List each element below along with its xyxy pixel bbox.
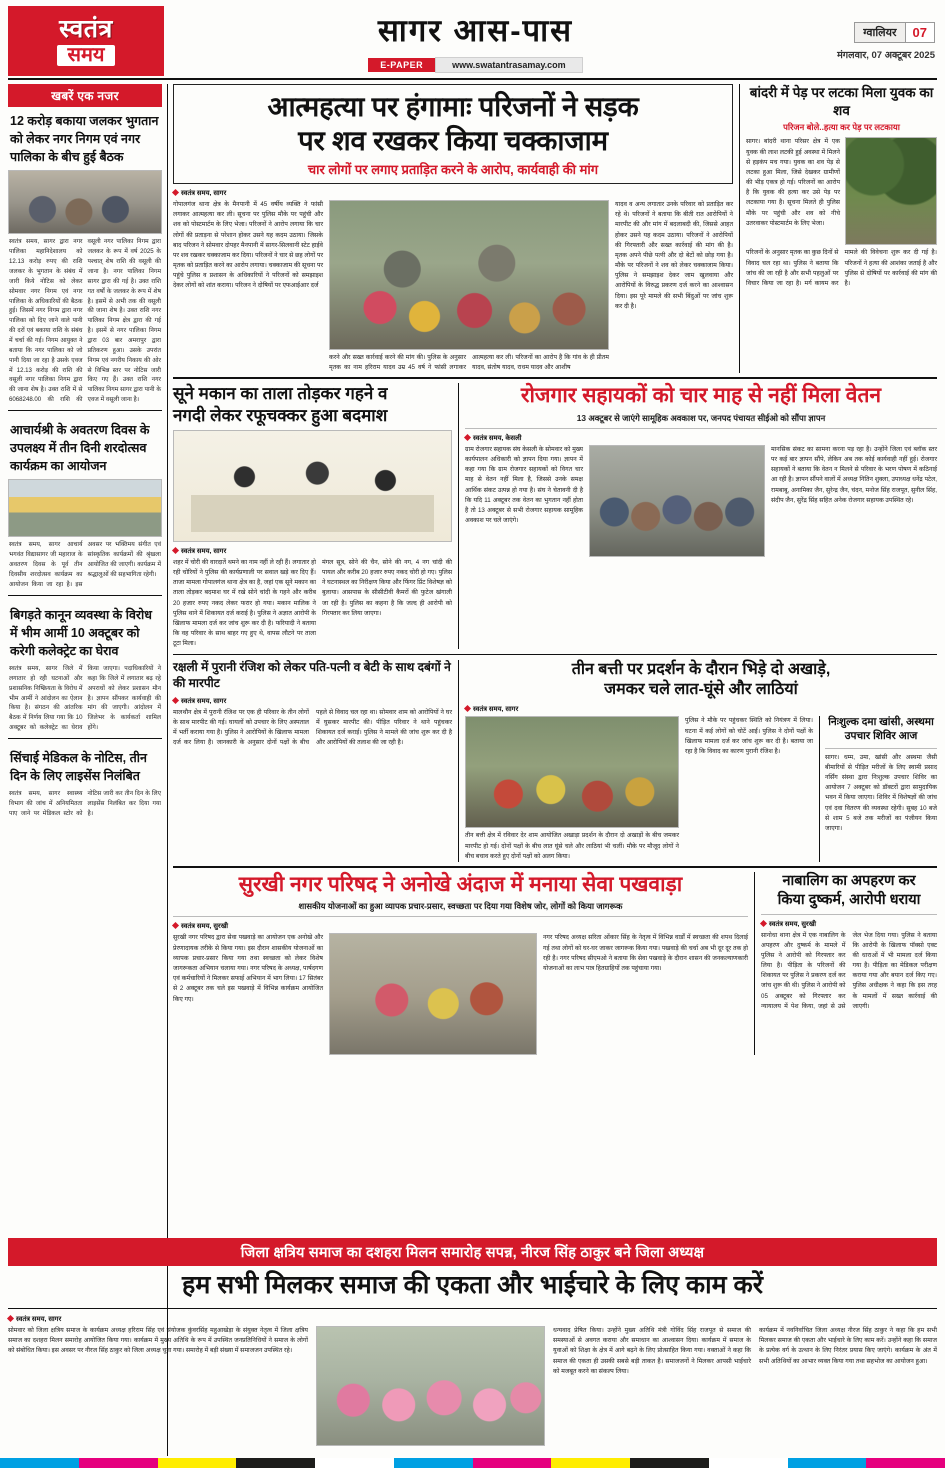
ranjish-headline: रक्षली में पुरानी रंजिश को लेकर पति-पत्नी व बेटी के साथ दबंगों ने की मारपीट — [173, 660, 451, 690]
lead-col-3: यादव व अन्य लगातार उनके परिवार को प्रताड़ित कर रहे थे। परिजनों ने बताया कि बीती रात आरोपियों ने मारपीट की और मांग में बदलाबदी की, जिससे आहत होकर उसने यह कदम उठाया। परिजनों ने आरोपियों की गिरफ्तारी और सख्त कार्रवाई की मांग की है। मृतक अपने पीछे पत्नी और दो बेटों को छोड़ गया है। मौके पर परिजनों ने शव को लेकर चक्काजाम किया। पुलिस ने समझाइश देकर जाम खुलवाया और आरोपियों के विरुद्ध प्रकरण दर्ज करने का आश्वासन दिया। इस पूरे मामले की सभी बिंदुओं पर जांच शुरू कर दी है। — [615, 200, 733, 310]
surkhi-col-1: सुरखी नगर परिषद द्वारा सेवा पखवाड़े का आयोजन एक अनोखे और प्रेरणादायक तरीके से किया गया। इस दौरान शासकीय योजनाओं का व्यापक प्रचार-प्रसार किया गया तथा स्वच्छता को लेकर विशेष जागरूकता अभियान चलाया गया। नगर परिषद के अध्यक्ष, पार्षदगण एवं कर्मचारियों ने मिलकर सफाई अभियान में भाग लिया। 17 सितंबर से 2 अक्टूबर तक चले इस पखवाड़े में विभिन्न कार्यक्रम आयोजित किए गए। — [173, 934, 323, 1003]
theft-story[interactable] — [173, 383, 459, 649]
sidebar-item-0-title: 12 करोड़ बकाया जलकर भुगतान को लेकर नगर निगम एवं नगर पालिका के बीच हुई बैठक — [10, 114, 159, 165]
rojgar-byline: स्वतंत्र समय, केसली — [465, 433, 937, 442]
masthead — [8, 6, 937, 80]
logo-line-1: स्वतंत्र — [59, 14, 113, 43]
bottom-col-1: सोमवार को जिला क्षत्रिय समाज के कार्यक्रम अध्यक्ष हरिराम सिंह एवं संयोजक कुंवरसिंह महुआखेड़ा के संयुक्त नेतृत्व में जिला क्षत्रिय समाज का दशहरा मिलन समारोह आयोजित किया गया। कार्यक्रम में मुख्य अतिथि के रूप में उपस्थित जनप्रतिनिधियों ने समाज के लोगों को संबोधित किया। इस अवसर पर नीरज सिंह ठाकुर को जिला अध्यक्ष चुना गया। समारोह में बड़ी संख्या में समाजजन उपस्थित रहे। — [8, 1327, 308, 1355]
health-camp-body: सागर। धम्म, उमा, खांसी और अस्थमा जैसी बीमारियों से पीड़ित मरीजों के लिए स्वामी प्रसाद नर्सिंग संस्था द्वारा निःशुल्क उपचार शिविर का आयोजन 7 अक्टूबर को डॉक्टरों द्वारा सामुदायिक भवन में किया जाएगा। शिविर में विशेषज्ञों की जांच एवं दवा वितरण की व्यवस्था रहेगी। सुबह 10 बजे से शाम 5 बजे तक मरीजों का पंजीयन किया जाएगा। — [825, 753, 937, 832]
sidebar-item-3-title: सिंचाई मेडिकल के नोटिस, तीन दिन के लिए लाइसेंस निलंबित — [10, 751, 147, 784]
teen-batti-byline: स्वतंत्र समय, सागर — [465, 704, 937, 713]
edition-date: मंगलवार, 07 अक्टूबर 2025 — [837, 49, 935, 61]
sidebar-item-3-body: स्वतंत्र समय, सागर स्वास्थ्य विभाग की जांच में अनियमितता पाए जाने पर मेडिकल स्टोर को नोटिस जारी कर तीन दिन के लिए लाइसेंस निलंबित कर दिया गया है। — [9, 790, 161, 818]
theft-col-1: शहर में चोरी की वारदातें थमने का नाम नहीं ले रही हैं। लगातार हो रही चोरियों ने पुलिस की कार्यप्रणाली पर सवाल खड़े कर दिए हैं। ताजा मामला गोपालगंज थाना क्षेत्र का है, जहां एक सूने मकान का ताला तोड़कर बदमाश घर में रखे सोने चांदी के गहने और करीब 20 हजार रुपए नकद लेकर फरार हो गया। मकान मालिक ने पुलिस थाने में शिकायत दर्ज कराई है। पुलिस ने अज्ञात आरोपी के खिलाफ मामला दर्ज कर जांच शुरू कर दी है। फरियादी ने बताया कि वह परिवार के साथ बाहर गए हुए थे, वापस लौटने पर ताला टूटा मिला। — [173, 558, 316, 648]
sidebar-item-0-body: स्वतंत्र समय, सागर द्वारा नगर पालिका महानिदेशालय को 12.13 करोड़ रुपए की राशि जलकर के भुगतान के संबंध में जारी किये नोटिस को लेकर सोमवार नगर निगम एवं नगर पालिका के अधिकारियों की बैठक हुई। जिसमें नगर निगम द्वारा नगर पालिका को दिए जाने वाले पानी की दरों एवं बकाया राशि के संबंध में चर्चा की गई। निगम आयुक्त ने बताया कि नगर पालिका को जो पानी दिया जा रहा है उसके एवज में 12.13 करोड़ की राशि की वसूली नगर पालिका निगम द्वारा की जाना शेष है। उक्त राशि में से 6068248.00 की राशि की वसूली नगर पालिका निगम द्वारा जलकर के रूप में वर्ष 2025 के पश्चात् शेष राशि की वसूली की जाना है। नगर पालिका निगम सागर द्वारा की गई है। उक्त राशि गत वर्षों के जलकर के रूप में शेष है। इसमें से अभी तक की वसूली की जाना शेष है। उक्त राशि नगर पालिका निगम क्षेत्र द्वारा की गई है। इसमें से नगर पालिका निगम द्वारा 03 बार अमरापुर द्वारा प्रतिकरण हुआ। उसके उपरांत निगम एवं नगरीय निकाय की ओर से विभिन्न स्तर पर नोटिस जारी किए गए हैं। उक्त राशि नगर पालिका निगम सागर द्वारा पानी के एवज में वसूली जाना है। — [9, 238, 161, 404]
bottom-headline: हम सभी मिलकर समाज की एकता और भाईचारे के लिए काम करें — [182, 1270, 763, 1299]
teen-batti-col-2: पुलिस ने मौके पर पहुंचकर स्थिति को नियंत्रण में लिया। घटना में कई लोगों को चोटें आईं। पुलिस ने दोनों पक्षों के खिलाफ मामला दर्ज कर जांच शुरू कर दी है। बताया जा रहा है कि विवाद का कारण पुरानी रंजिश है। — [685, 717, 813, 755]
surkhi-col-2: नगर परिषद अध्यक्ष सरिता ओंकार सिंह के नेतृत्व में विभिन्न वार्डों में स्वच्छता की शपथ दिलाई गई तथा लोगों को घर-घर जाकर जागरूक किया गया। पखवाड़े की चर्चा अब भी दूर दूर तक हो रही है। नगर परिषद सीएमओ ने बताया कि सेवा पखवाड़े के दौरान शासन की जनकल्याणकारी योजनाओं का लाभ पात्र हितग्राहियों तक पहुंचाया गया। — [543, 934, 748, 972]
edition-badge — [854, 22, 935, 43]
bottom-col-3: कार्यक्रम में नवनिर्वाचित जिला अध्यक्ष नीरज सिंह ठाकुर ने कहा कि हम सभी मिलकर समाज की एकता और भाईचारे के लिए काम करें। उन्होंने कहा कि समाज के प्रत्येक वर्ग के उत्थान के लिए निरंतर प्रयास किए जाएंगे। कार्यक्रम के अंत में सभी अतिथियों का आभार व्यक्त किया गया तथा सहभोज का आयोजन हुआ। — [759, 1327, 937, 1365]
rojgar-block — [465, 383, 937, 649]
rojgar-col-1: ग्राम रोजगार सहायक संघ केसली के सोमवार को मुख्य कार्यपालन अधिकारी को ज्ञापन दिया गया। ज्ञापन में कहा गया कि ग्राम रोजगार सहायकों को विगत चार माह से वेतन नहीं मिला है, जिससे उनके समक्ष आर्थिक संकट उत्पन्न हो गया है। संघ ने चेतावनी दी है कि यदि 11 अक्टूबर तक वेतन का भुगतान नहीं होता है तो 13 अक्टूबर से सभी रोजगार सहायक सामूहिक अवकाश पर चले जाएंगे। — [465, 445, 583, 525]
bottom-byline: स्वतंत्र समय, सागर — [8, 1314, 937, 1323]
rojgar-col-2: मानसिक संकट का सामना करना पड़ रहा है। उन्होंने जिला एवं ब्लॉक स्तर पर कई बार ज्ञापन सौंपे, लेकिन अब तक कोई कार्यवाही नहीं हुई। रोजगार सहायकों ने बताया कि वेतन न मिलने से परिवार के भरण पोषण में कठिनाई आ रही है। ज्ञापन सौंपने वालों में अध्यक्ष नितिन शुक्ला, उपाध्यक्ष धनेंद्र पटेल, रामबाबू, अनामिका जैन, सुरेन्द्र जैन, चंदन, मनोज सिंह राजपूत, सुनील सिंह, संदीप जैन, सुरेंद्र सिंह सहित अनेक रोजगार सहायक उपस्थित रहे। — [771, 445, 937, 504]
cleanliness-drive-photo — [329, 933, 537, 1055]
sidebar-item-1-title: आचार्यश्री के अवतरण दिवस के उपलक्ष्य में तीन दिनी शरदोत्सव कार्यक्रम का आयोजन — [10, 422, 150, 474]
surkhi-byline: स्वतंत्र समय, सुरखी — [173, 921, 748, 930]
third-row — [173, 660, 937, 862]
nabalig-headline-line-2: किया दुष्कर्म, आरोपी धराया — [777, 891, 921, 908]
rojgar-group-photo — [589, 445, 765, 557]
lead-subheadline: चार लोगों पर लगाए प्रताड़ित करने के आरोप, कार्यवाही की मांग — [307, 162, 599, 178]
lead-byline: स्वतंत्र समय, सागर — [173, 188, 733, 197]
bus-photo — [8, 479, 162, 537]
rally-clash-photo — [465, 716, 679, 828]
teen-batti-story[interactable] — [465, 660, 937, 862]
nabalig-body: सानोधा थाना क्षेत्र में एक नाबालिग के अपहरण और दुष्कर्म के मामले में पुलिस ने आरोपी को गिरफ्तार कर लिया है। पीड़िता के परिजनों की शिकायत पर पुलिस ने प्रकरण दर्ज कर जांच शुरू की थी। पुलिस ने आरोपी को 05 अक्टूबर को गिरफ्तार कर न्यायालय में पेश किया, जहां से उसे जेल भेज दिया गया। पुलिस ने बताया कि आरोपी के खिलाफ पॉक्सो एक्ट की धाराओं में भी मामला दर्ज किया गया है। पीड़िता का मेडिकल परीक्षण कराया गया और बयान दर्ज किए गए। पुलिस अधीक्षक ने कहा कि इस तरह के मामलों में सख्त कार्रवाई की जाएगी। — [761, 931, 937, 1010]
top-right-subheadline: परिजन बोले..हत्या कर पेड़ पर लटकाया — [783, 122, 900, 133]
bottom-section — [8, 1238, 937, 1446]
rojgar-headline: रोजगार सहायकों को चार माह से नहीं मिला वेतन — [520, 384, 882, 408]
top-right-col-2: परिजनों के अनुसार मृतक का कुछ दिनों से विवाद चल रहा था। पुलिस ने बताया कि जांच की जा रही है और सभी पहलुओं पर विचार किया जा रहा है। मर्ग कायम कर मामले की विवेचना शुरू कर दी गई है। परिजनों ने हत्या की आशंका जताई है और पुलिस से दोषियों पर कार्रवाई की मांग की है। — [746, 249, 937, 287]
surkhi-subheadline: शासकीय योजनाओं का हुआ व्यापक प्रचार-प्रसार, स्वच्छता पर दिया गया विशेष जोर, लोगों को किया जागरूक — [298, 901, 623, 912]
sidebar-item-2[interactable] — [8, 601, 162, 733]
theft-col-2: मंगल सूत्र, सोने की चैन, सोने की नग, 4 नग चांदी की पायल और करीब 20 हजार रुपए नकद चोरी हो गए। पुलिस ने घटनास्थल का निरीक्षण किया और फिंगर प्रिंट विशेषज्ञ को बुलाया। आसपास के सीसीटीवी कैमरों की फुटेज खंगाली जा रही है। पुलिस का कहना है कि जल्द ही आरोपी को गिरफ्तार कर लिया जाएगा। — [322, 558, 452, 617]
lead-story[interactable] — [173, 84, 733, 373]
logo-line-2: समय — [57, 45, 114, 66]
teen-batti-headline-line-2: जमकर चले लात-घूंसे और लाठियां — [604, 681, 798, 699]
top-right-col-1: सागर। बांदरी थाना परिसर क्षेत्र में एक युवक की लाश लटकी हुई अवस्था में मिलने से हड़कंप मच गया। युवक का शव पेड़ से लटका हुआ मिला, जिसे देखकर ग्रामीणों की भीड़ एकत्र हो गई। परिजनों का आरोप है कि युवक की हत्या कर उसे पेड़ पर लटकाया गया है। सूचना मिलते ही पुलिस मौके पर पहुंची और शव को नीचे उतरवाकर पोस्टमार्टम के लिए भेजा। — [746, 138, 840, 227]
sidebar-item-1-body: स्वतंत्र समय, सागर आचार्य भगवंत विद्यासागर जी महाराज के अवतरण दिवस के पूर्व तीन दिवसीय शरदोत्सव कार्यक्रम का आयोजन किया जा रहा है। इस अवसर पर भक्तिमय संगीत एवं सांस्कृतिक कार्यक्रमों की श्रृंखला आयोजित की जाएगी। कार्यक्रम में श्रद्धालुओं की सहभागिता रहेगी। — [9, 541, 161, 588]
health-camp-box[interactable] — [819, 716, 937, 862]
surkhi-story[interactable] — [173, 872, 755, 1056]
theft-byline: स्वतंत्र समय, सागर — [173, 546, 452, 555]
rojgar-subheadline: 13 अक्टूबर से जाएंगे सामूहिक अवकाश पर, जनपद पंचायत सीईओ को सौंपा ज्ञापन — [576, 412, 826, 423]
masthead-right — [787, 6, 937, 76]
theft-headline-line-1: सूने मकान का ताला तोड़कर गहने व — [173, 384, 388, 404]
second-row — [173, 383, 937, 649]
sidebar-item-1[interactable] — [8, 416, 162, 590]
bottom-banner: जिला क्षत्रिय समाज का दशहरा मिलन समारोह सपन्न, नीरज सिंह ठाकुर बने जिला अध्यक्ष — [8, 1238, 937, 1266]
ranjish-body: मालथौन क्षेत्र में पुरानी रंजिश पर एक ही परिवार के तीन लोगों के साथ मारपीट की गई। घायलों को उपचार के लिए अस्पताल में भर्ती कराया गया है। पुलिस ने आरोपियों के खिलाफ मामला दर्ज कर लिया है। जानकारी के अनुसार दोनों पक्षों के बीच पहले से विवाद चल रहा था। सोमवार शाम को आरोपियों ने घर में घुसकर मारपीट की। पीड़ित परिवार ने थाने पहुंचकर शिकायत दर्ज कराई। पुलिस ने मामले की जांच शुरू कर दी है और आरोपियों की तलाश की जा रही है। — [173, 708, 452, 747]
sidebar-item-0[interactable] — [8, 107, 162, 405]
tree-police-photo — [845, 137, 937, 245]
lead-headline-line-2: पर शव रखकर किया चक्काजाम — [298, 124, 608, 156]
lead-col-2: करने और सख्त कार्रवाई करने की मांग की। पुलिस के अनुसार मृतक का नाम हरिराम यादव उम्र 45 वर्ष ने फांसी लगाकर आत्महत्या कर ली। परिजनों का आरोप है कि गांव के ही प्रीतम यादव, संतोष यादव, राधम यादव और आशीष — [329, 353, 609, 372]
epaper-badge: E-PAPER — [368, 58, 435, 72]
epaper-url[interactable]: www.swatantrasamay.com — [435, 57, 583, 73]
samaj-gathering-photo — [316, 1326, 545, 1446]
thief-cartoon-illustration — [173, 430, 452, 542]
masthead-center — [164, 6, 787, 76]
ranjish-byline: स्वतंत्र समय, सागर — [173, 696, 452, 705]
edition-number: 07 — [905, 23, 934, 42]
sidebar-item-2-body: स्वतंत्र समय, सागर जिले में लगातार हो रही घटनाओं और प्रशासनिक निष्क्रियता के विरोध में भीम आर्मी ने आंदोलन का ऐलान किया है। संगठन की आंतरिक बैठक में निर्णय लिया गया कि 10 अक्टूबर को कलेक्ट्रेट का घेराव किया जाएगा। पदाधिकारियों ने कहा कि जिले में लगातार बढ़ रहे अपराधों को लेकर प्रशासन मौन है। ज्ञापन सौंपकर कार्यवाही की मांग की जाएगी। आंदोलन में जिलेभर के कार्यकर्ता शामिल होंगे। — [9, 665, 161, 732]
lead-headline-line-1: आत्महत्या पर हंगामाः परिजनों ने सड़क — [267, 91, 639, 122]
protest-crowd-photo — [329, 200, 609, 350]
bottom-col-2: धन्यवाद प्रेषित किया। उन्होंने मुख्य अतिथि मंत्री गोविंद सिंह राजपूत से समाज की समस्याओं से अवगत कराया और समाधान का आश्वासन दिया। कार्यक्रम में समाज के युवाओं को शिक्षा के क्षेत्र में आगे बढ़ने के लिए प्रोत्साहित किया गया। वक्ताओं ने कहा कि समाज की एकता ही उसकी सबसे बड़ी ताकत है। समाजजनों ने मिलकर आपसी भाईचारे को मजबूत करने का संकल्प लिया। — [553, 1327, 751, 1375]
sidebar-item-3[interactable] — [8, 744, 162, 819]
teen-batti-col-1: तीन बत्ती क्षेत्र में रविवार देर शाम आयोजित अखाड़ा प्रदर्शन के दौरान दो अखाड़ों के बीच जमकर मारपीट हो गई। दोनों पक्षों के बीच लात घूंसे चले और लाठियां भी चलीं। मौके पर मौजूद लोगों ने बीच बचाव करते हुए दोनों पक्षों को अलग किया। — [465, 832, 679, 860]
nabalig-byline: स्वतंत्र समय, सुरखी — [761, 919, 937, 928]
meeting-photo — [8, 170, 162, 234]
nabalig-headline-line-1: नाबालिग का अपहरण कर — [782, 872, 916, 889]
sidebar-item-2-title: बिगड़ते कानून व्यवस्था के विरोध में भीम आर्मी 10 अक्टूबर को करेगी कलेक्ट्रेट का घेराव — [10, 607, 152, 658]
top-row — [173, 84, 937, 373]
sidebar-header: खबरें एक नजर — [8, 84, 162, 107]
top-right-headline: बांदरी में पेड़ पर लटका मिला युवक का शव — [749, 85, 934, 118]
color-calibration-strip — [0, 1458, 945, 1468]
edition-name: ग्वालियर — [855, 23, 904, 42]
fourth-row — [173, 872, 937, 1056]
lead-col-1: गोपालगंज थाना क्षेत्र के मैनपानी में 45 वर्षीय व्यक्ति ने फांसी लगाकर आत्महत्या कर ली। सूचना पर पुलिस मौके पर पहुंची और शव को पोस्टमार्टम के लिए भेजा। परिजनों ने आरोप लगाया कि चार लोगों की प्रताड़ना से परेशान होकर उसने यह कदम उठाया। जिसके बाद परिजन ने सोमवार दोपहर मैनपानी में सागर-सिलवानी स्टेट हाईवे पर शव रखकर चक्काजाम कर दिया। परिजनों ने चार से छह लोगों पर मृतक को प्रताड़ित करने का आरोप लगाया। चक्काजाम की सूचना पर पहुंचे पुलिस व प्रशासन के अधिकारियों ने परिजनों को समझाइश देकर लोगों को शांत कराया। परिजन ने दोषियों पर एफआईआर दर्ज — [173, 200, 323, 290]
nabalig-story[interactable] — [761, 872, 937, 1056]
top-right-story[interactable] — [739, 84, 937, 373]
newspaper-logo — [8, 6, 164, 76]
lead-headline-box — [173, 84, 733, 184]
surkhi-headline: सुरखी नगर परिषद ने अनोखे अंदाज में मनाया सेवा पखवाड़ा — [238, 872, 683, 896]
teen-batti-headline-line-1: तीन बत्ती पर प्रदर्शन के दौरान भिड़े दो अखाड़े, — [571, 661, 831, 679]
health-camp-title: निःशुल्क दमा खांसी, अस्थमा उपचार शिविर आज — [828, 716, 934, 743]
epaper-bar — [164, 57, 787, 73]
ranjish-story[interactable] — [173, 660, 459, 862]
page-title: सागर आस-पास — [377, 13, 574, 48]
theft-headline-line-2: नगदी लेकर रफूचक्कर हुआ बदमाश — [173, 405, 388, 425]
